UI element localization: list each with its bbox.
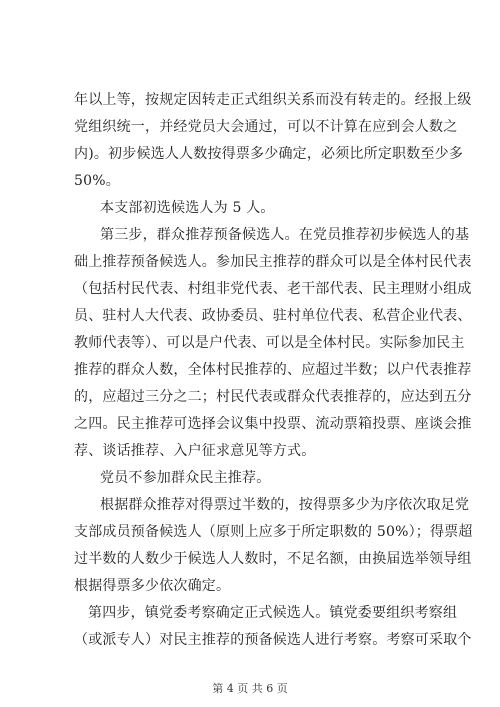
text-line: 员、驻村人大代表、政协委员、驻村单位代表、私营企业代表、 [74,308,472,324]
text-line: 根据群众推荐对得票过半数的，按得票多少为序依次取足党 [100,497,470,513]
text-line: 内)。初步候选人人数按得票多少确定，必须比所定职数至少多 [74,146,464,162]
text-line: （包括村民代表、村组非党代表、老干部代表、民主理财小组成 [74,281,472,297]
text-line: 教师代表等）、可以是户代表、可以是全体村民。实际参加民主 [74,335,465,351]
text-line: 过半数的人数少于候选人人数时，不足名额，由换届选举领导组 [74,551,472,567]
text-line: 根据得票多少依次确定。 [74,578,231,594]
text-line: 党员不参加群众民主推荐。 [100,470,271,486]
page-number-footer: 第 4 页 共 6 页 [212,682,288,695]
text-line: 之四。民主推荐可选择会议集中投票、流动票箱投票、座谈会推 [74,416,472,432]
text-line: 推荐的群众人数，全体村民推荐的、应超过半数；以户代表推荐 [74,362,472,378]
text-line: 党组织统一，并经党员大会通过，可以不计算在应到会人数之 [74,119,458,135]
text-line: 年以上等，按规定因转走正式组织关系而没有转走的。经报上级 [74,92,472,108]
text-line: 支部成员预备候选人（原则上应多于所定职数的 50%）；得票超 [74,524,473,540]
text-line: 第四步，镇党委考察确定正式候选人。镇党委要组织考察组 [88,605,458,621]
text-line: （或派专人）对民主推荐的预备候选人进行考察。考察可采取个 [74,632,472,648]
text-line: 荐、谈话推荐、入户征求意见等方式。 [74,443,316,459]
text-line: 本支部初选候选人为 5 人。 [100,200,275,216]
text-line: 第三步，群众推荐预备候选人。在党员推荐初步候选人的基 [100,227,470,243]
text-line: 础上推荐预备候选人。参加民主推荐的群众可以是全体村民代表 [74,254,472,270]
text-line: 50%。 [74,173,120,189]
text-line: 的，应超过三分之二；村民代表或群众代表推荐的，应达到五分 [74,389,472,405]
